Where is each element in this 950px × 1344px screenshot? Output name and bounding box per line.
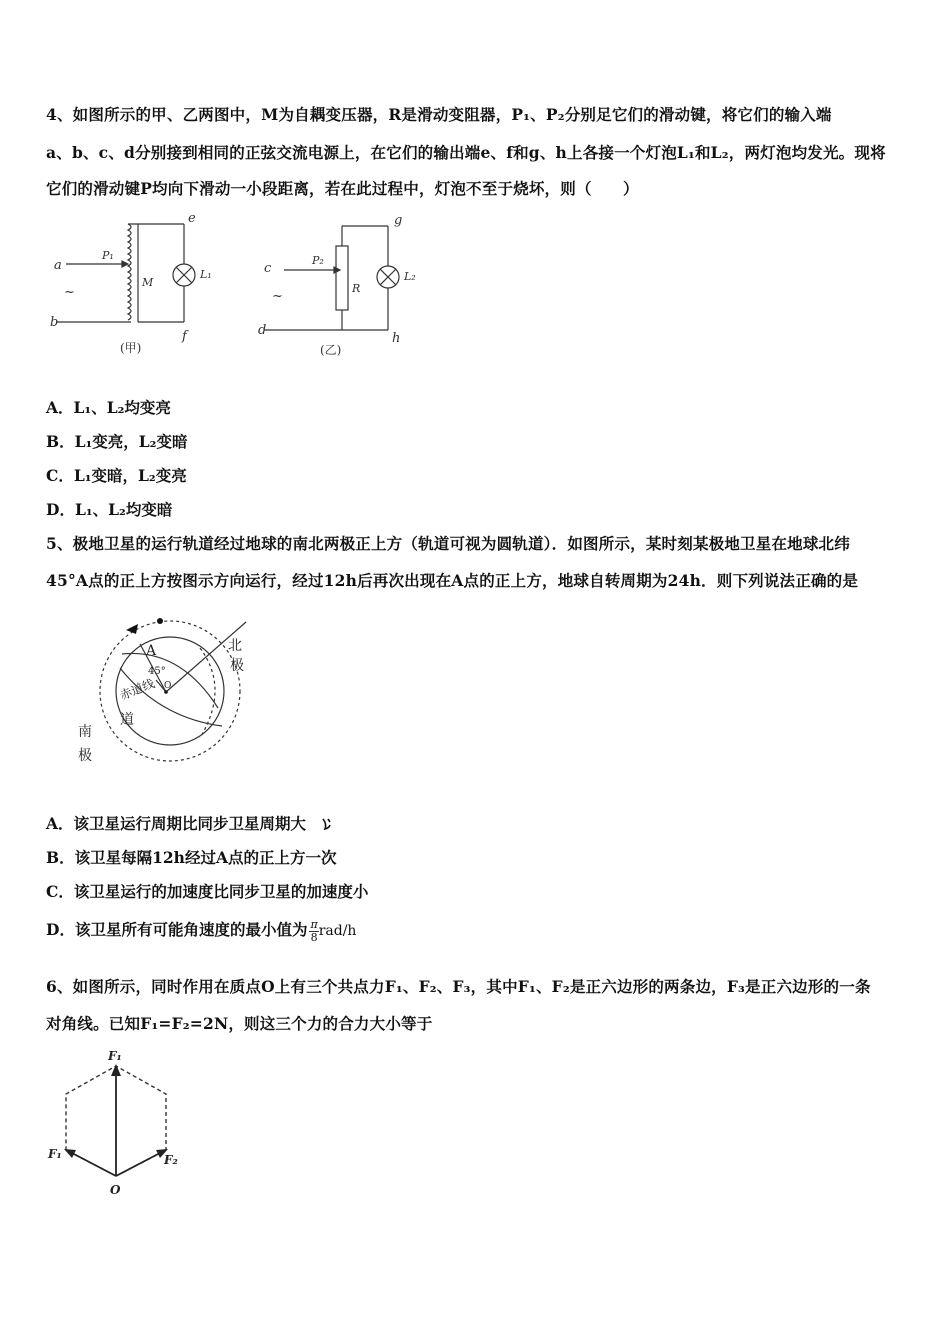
frac-denominator: 8 xyxy=(310,930,318,944)
q4-fig-b-label-p2: P₂ xyxy=(312,254,324,267)
q5-fig-label-north-2: 极 xyxy=(230,658,244,674)
q5-fig-label-south-1: 南 xyxy=(78,724,92,740)
q4-fig-b-caption: (乙) xyxy=(320,343,342,357)
q5-fig-label-equator-line: 赤道线 xyxy=(117,676,157,703)
q5-fig-label-south-2: 极 xyxy=(78,748,92,764)
q5-figure xyxy=(60,608,270,778)
q4-option-c[interactable]: C．L₁变暗，L₂变亮 xyxy=(46,466,187,485)
q6-fig-label-left: F₁ xyxy=(48,1147,62,1161)
q6-fig-label-right: F₂ xyxy=(164,1153,178,1167)
q5-option-b[interactable]: B．该卫星每隔12h经过A点的正上方一次 xyxy=(46,848,337,867)
q4-option-b[interactable]: B．L₁变亮，L₂变暗 xyxy=(46,432,188,451)
q4-fig-b-label-l2: L₂ xyxy=(404,270,416,283)
q5-fig-label-equator: 道 xyxy=(120,712,134,728)
q4-fig-a-label-f: f xyxy=(182,329,187,344)
q5-fig-label-o: O xyxy=(164,681,172,691)
q5-option-a-text: A．该卫星运行周期比同步卫星周期大 xyxy=(46,814,307,833)
q4-fig-a-label-l1: L₁ xyxy=(200,268,212,281)
q4-option-d[interactable]: D．L₁、L₂均变暗 xyxy=(46,500,173,519)
q4-line-2: a、b、c、d分别接到相同的正弦交流电源上，在它们的输出端e、f和g、h上各接一个灯泡L₁和L₂，两灯泡均发光。现将 xyxy=(46,143,886,162)
q6-fig-label-top: F₁ xyxy=(108,1049,122,1063)
q6-figure xyxy=(44,1046,194,1206)
q6-line-1: 6、如图所示，同时作用在质点O上有三个共点力F₁、F₂、F₃，其中F₁、F₂是正六边形的两条边，F₃是正六边形的一条 xyxy=(46,977,871,996)
q4-fig-a-caption: (甲) xyxy=(120,341,142,355)
q5-fig-label-a: A xyxy=(146,643,157,659)
q5-option-d-text: D．该卫星所有可能角速度的最小值为 xyxy=(46,920,308,939)
q4-fig-a-label-a: a xyxy=(54,258,62,273)
q4-fig-b-label-r: R xyxy=(352,282,361,295)
q4-fig-b-label-h: h xyxy=(392,331,401,346)
q6-fig-label-o: O xyxy=(110,1183,121,1197)
handwritten-mark-icon xyxy=(319,816,335,832)
q4-fig-b-label-ac: ~ xyxy=(272,289,283,304)
q5-line-1: 5、极地卫星的运行轨道经过地球的南北两极正上方（轨道可视为圆轨道）．如图所示，某时刻某极地卫星在地球北纬 xyxy=(46,534,850,553)
q5-fig-label-north-1: 北 xyxy=(228,638,242,654)
q4-option-a[interactable]: A．L₁、L₂均变亮 xyxy=(46,398,171,417)
q4-figure-a xyxy=(46,212,236,360)
q5-option-a[interactable] xyxy=(46,812,335,834)
q6-line-2: 对角线。已知F₁=F₂=2N，则这三个力的合力大小等于 xyxy=(46,1014,433,1033)
satellite-dot-icon xyxy=(157,618,163,624)
f1-arrowhead-icon xyxy=(64,1149,76,1158)
q4-fig-b-label-d: d xyxy=(258,323,267,338)
q4-fig-b-label-c: c xyxy=(264,261,272,276)
q5-line-2: 45°A点的正上方按图示方向运行，经过12h后再次出现在A点的正上方，地球自转周期为24h．则下列说法正确的是 xyxy=(46,571,859,590)
q4-line-1: 4、如图所示的甲、乙两图中，M为自耦变压器，R是滑动变阻器，P₁、P₂分别足它们的滑动键，将它们的输入端 xyxy=(46,105,832,124)
q5-option-d-unit: rad/h xyxy=(318,923,357,939)
q5-option-d[interactable] xyxy=(46,918,356,944)
q4-fig-a-label-b: b xyxy=(50,315,59,330)
q4-fig-a-label-p1: P₁ xyxy=(102,249,114,262)
q5-fig-label-angle: 45° xyxy=(148,666,166,677)
q4-fig-a-label-e: e xyxy=(188,212,196,226)
q5-option-c[interactable]: C．该卫星运行的加速度比同步卫星的加速度小 xyxy=(46,882,369,901)
q4-line-3: 它们的滑动键P均向下滑动一小段距离，若在此过程中，灯泡不至于烧坏，则（ ） xyxy=(46,179,639,198)
q4-fig-a-label-ac: ~ xyxy=(64,285,75,300)
f3-arrowhead-icon xyxy=(111,1064,121,1076)
q4-fig-a-label-m: M xyxy=(142,276,154,289)
q4-fig-b-label-g: g xyxy=(394,213,403,228)
q4-figure-b xyxy=(250,212,420,360)
frac-numerator: π xyxy=(310,917,318,931)
q5-option-d-fraction xyxy=(309,919,318,944)
